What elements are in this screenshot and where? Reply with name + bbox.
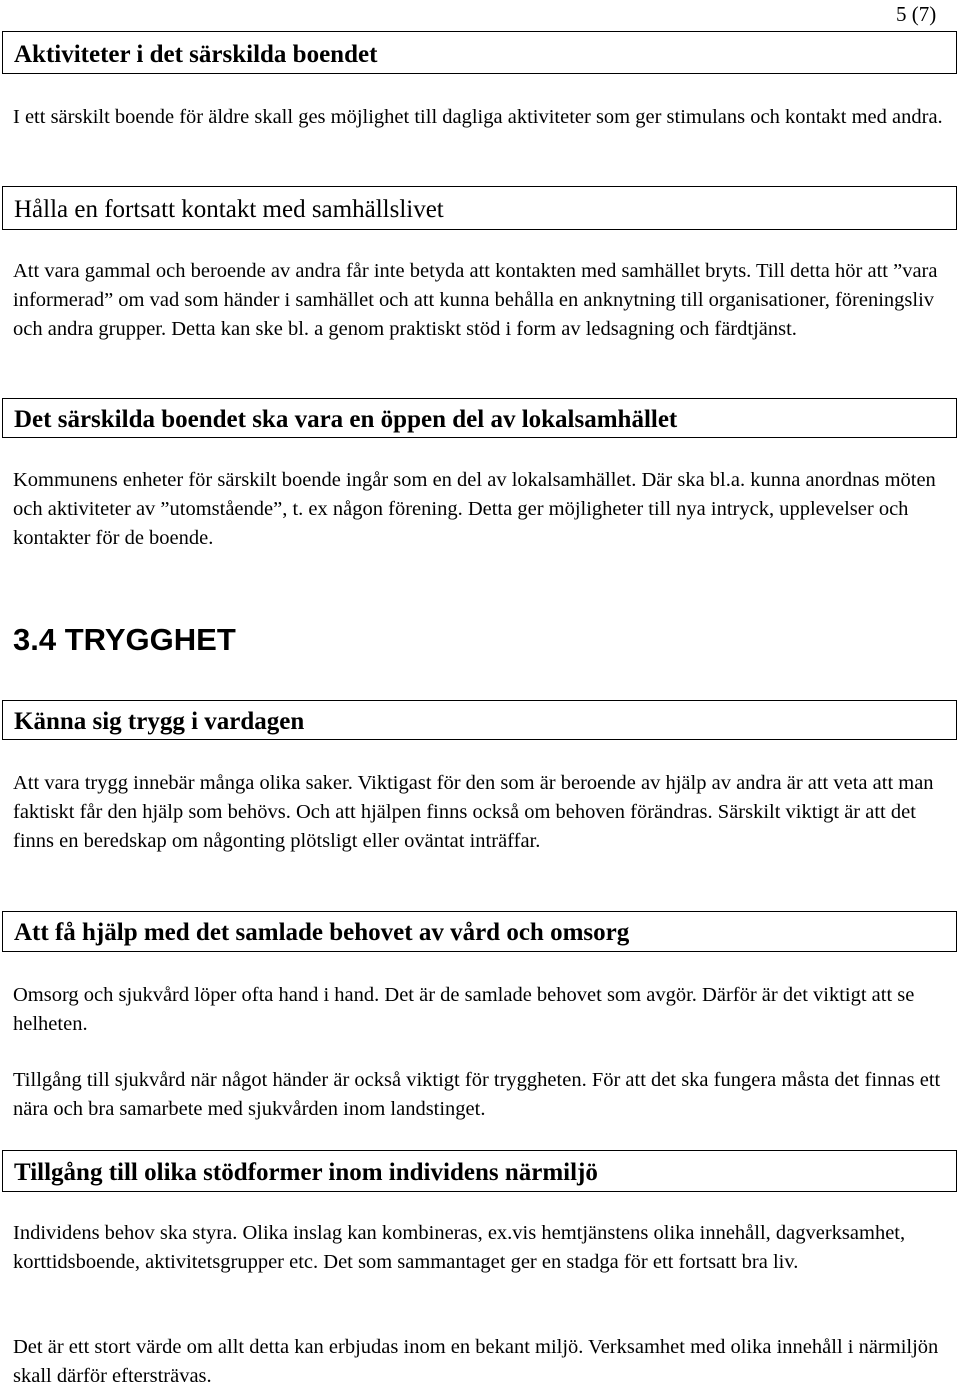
heading-box-feel-safe (2, 700, 957, 740)
paragraph-combined-care-1: Omsorg och sjukvård löper ofta hand i hand. Det är de samlade behovet som avgör. Därför är det viktigt att se helheten. (13, 984, 915, 1035)
heading-box-activities (2, 31, 957, 74)
heading-combined-care: Att få hjälp med det samlade behovet av vård och omsorg (14, 919, 630, 946)
heading-activities: Aktiviteter i det särskilda boendet (14, 41, 378, 68)
heading-feel-safe: Känna sig trygg i vardagen (14, 708, 305, 735)
heading-box-combined-care (2, 911, 957, 952)
paragraph-community-contact: Att vara gammal och beroende av andra får inte betyda att kontakten med samhället bryts. Till detta hör att ”vara informerad” om vad som händer i samhället och att kunna behålla en anknytning till organisationer, föreningsliv och andra grupper. Detta kan ske bl. a genom praktiskt stöd i form av ledsagning och färdtjänst. (13, 260, 938, 340)
page-number: 5 (7) (896, 2, 937, 26)
paragraph-support-forms-1: Individens behov ska styra. Olika inslag kan kombineras, ex.vis hemtjänstens olika innehåll, dagverksamhet, korttidsboende, aktivitetsgrupper etc. Det som sammantaget ger en stadga för ett fortsatt bra liv. (13, 1222, 906, 1273)
paragraph-activities: I ett särskilt boende för äldre skall ges möjlighet till dagliga aktiviteter som ger stimulans och kontakt med andra. (13, 106, 943, 128)
heading-box-open-part (2, 398, 957, 438)
paragraph-combined-care-2: Tillgång till sjukvård när något händer är också viktigt för tryggheten. För att det ska fungera måsta det finnas ett nära och bra samarbete med sjukvården inom landstinget. (13, 1069, 941, 1120)
heading-community-contact: Hålla en fortsatt kontakt med samhällslivet (14, 196, 444, 223)
paragraph-support-forms-2: Det är ett stort värde om allt detta kan erbjudas inom en bekant miljö. Verksamhet med olika innehåll i närmiljön skall därför eftersträvas. (13, 1336, 939, 1387)
heading-open-part: Det särskilda boendet ska vara en öppen del av lokalsamhället (14, 406, 678, 433)
paragraph-open-part: Kommunens enheter för särskilt boende ingår som en del av lokalsamhället. Där ska bl.a. kunna anordnas möten och aktiviteter av ”utomstående”, t. ex någon förening. Detta ger möjligheter till nya intryck, upplevelser och kontakter för de boende. (13, 469, 936, 549)
section-heading-trygghet: 3.4 TRYGGHET (13, 622, 236, 657)
heading-support-forms: Tillgång till olika stödformer inom individens närmiljö (14, 1159, 598, 1186)
heading-box-support-forms (2, 1150, 957, 1192)
paragraph-feel-safe: Att vara trygg innebär många olika saker. Viktigast för den som är beroende av hjälp av andra är att veta att man faktiskt får den hjälp som behövs. Och att hjälpen finns också om behoven förändras. Särskilt viktigt är att det finns en beredskap om någonting plötsligt eller oväntat inträffar. (13, 772, 934, 852)
heading-box-community-contact (2, 186, 957, 230)
